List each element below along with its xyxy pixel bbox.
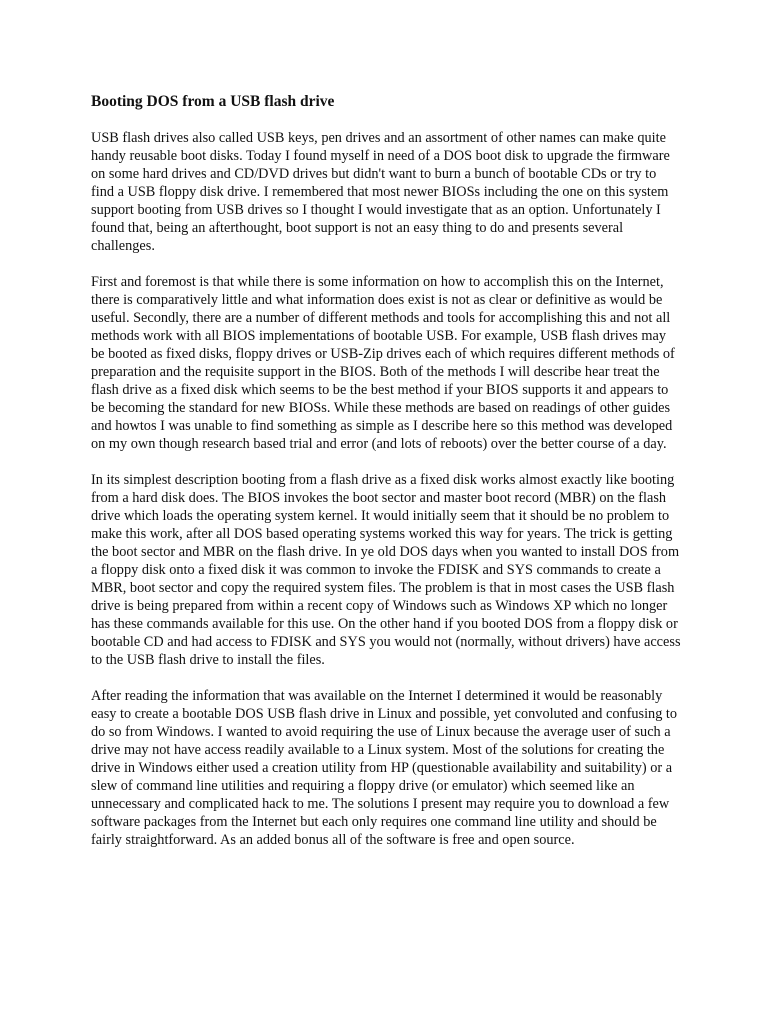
paragraph-solutions: After reading the information that was available on the Internet I determined it would be reasonably easy to create a bootable DOS USB flash drive in Linux and possible, yet convoluted and confusing to do so from Windows. I wanted to avoid requiring the use of Linux because the average user of such a drive may not have access readily available to a Linux system. Most of the solutions for creating the drive in Windows either used a creation utility from HP (questionable availability and suitability) or a slew of command line utilities and requiring a floppy drive (or emulator) which seemed like an unnecessary and complicated hack to me. The solutions I present may require you to download a few software packages from the Internet but each only requires one command line utility and should be fairly straightforward. As an added bonus all of the software is free and open source. <box>91 688 678 848</box>
document-body <box>91 92 681 867</box>
page-title: Booting DOS from a USB flash drive <box>91 93 335 110</box>
paragraph-intro: USB flash drives also called USB keys, pen drives and an assortment of other names can make quite handy reusable boot disks. Today I found myself in need of a DOS boot disk to upgrade the firmware on some hard drives and CD/DVD drives but didn't want to burn a bunch of bootable CDs or try to find a USB floppy disk drive. I remembered that most newer BIOSs including the one on this system support booting from USB drives so I thought I would investigate that as an option. Unfortunately I found that, being an afterthought, boot support is not an easy thing to do and presents several challenges. <box>91 130 670 254</box>
paragraph-methods: First and foremost is that while there is some information on how to accomplish this on the Internet, there is comparatively little and what information does exist is not as clear or definitive as would be useful. Secondly, there are a number of different methods and tools for accomplishing this and not all methods work with all BIOS implementations of bootable USB. For example, USB flash drives may be booted as fixed disks, floppy drives or USB-Zip drives each of which requires different methods of preparation and the requisite support in the BIOS. Both of the methods I will describe hear treat the flash drive as a fixed disk which seems to be the best method if your BIOS supports it and appears to be becoming the standard for new BIOSs. While these methods are based on readings of other guides and howtos I was unable to find something as simple as I describe here so this method was developed on my own though research based trial and error (and lots of reboots) over the better course of a day. <box>91 274 675 452</box>
paragraph-description: In its simplest description booting from a flash drive as a fixed disk works almost exactly like booting from a hard disk does. The BIOS invokes the boot sector and master boot record (MBR) on the flash drive which loads the operating system kernel. It would initially seem that it should be no problem to make this work, after all DOS based operating systems worked this way for years. The trick is getting the boot sector and MBR on the flash drive. In ye old DOS days when you wanted to install DOS from a floppy disk onto a fixed disk it was common to invoke the FDISK and SYS commands to create a MBR, boot sector and copy the required system files. The problem is that in most cases the USB flash drive is being prepared from within a recent copy of Windows such as Windows XP which no longer has these commands available for this use. On the other hand if you booted DOS from a floppy disk or bootable CD and had access to FDISK and SYS you would not (normally, without drivers) have access to the USB flash drive to install the files. <box>91 472 681 668</box>
